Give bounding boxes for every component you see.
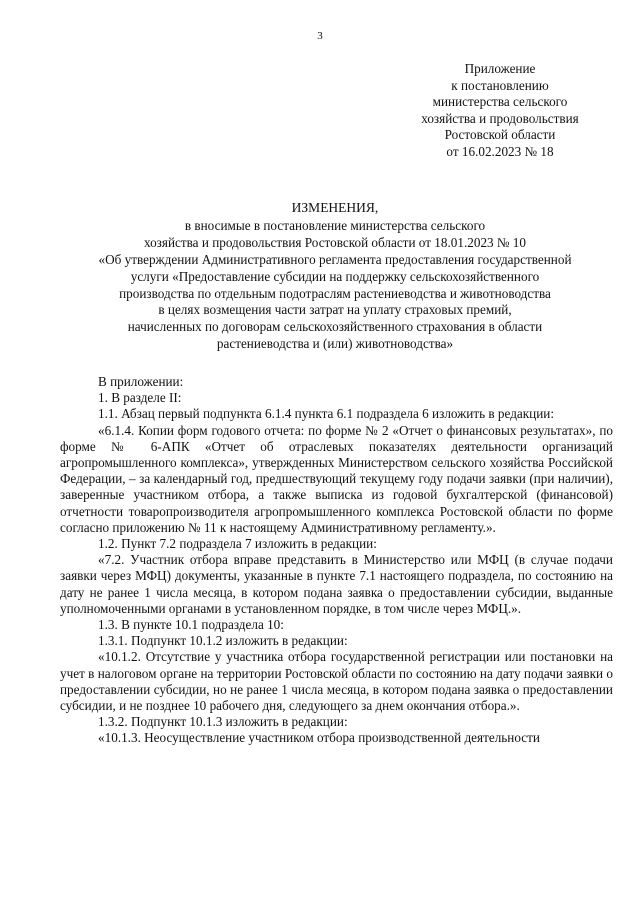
appendix-line: к постановлению — [451, 77, 549, 93]
body-paragraph: «10.1.3. Неосуществление участником отбора производственной деятельности — [98, 730, 540, 746]
appendix-line: от 16.02.2023 № 18 — [446, 143, 554, 159]
title-line: в целях возмещения части затрат на уплату страховых премий, — [158, 302, 512, 318]
body-paragraph: «6.1.4. Копии форм годового отчета: по форме № 2 «Отчет о финансовых результатах», по форме № 6-АПК «Отчет об отраслевых показателях деятельности организаций агропромышленного комплекса», утвержденных Министерством сельского хозяйства Российской Федерации, – за календарный год, предшествующий текущему году подачи заявки (при наличии), заверенные участником отбора, а также выписка из годовой бухгалтерской (финансовой) отчетности товаропроизводителя агропромышленного комплекса Ростовской области по форме согласно приложению № 11 к настоящему Административному регламенту.». — [60, 422, 613, 535]
title-line: растениеводства и (или) животноводства» — [216, 336, 454, 352]
page-number: 3 — [317, 30, 323, 42]
body-paragraph: 1.2. Пункт 7.2 подраздела 7 изложить в редакции: — [98, 536, 377, 552]
title-heading: ИЗМЕНЕНИЯ, — [291, 200, 379, 215]
appendix-block — [400, 61, 600, 161]
title-line: производства по отдельным подотраслям растениеводства и животноводства — [119, 285, 551, 301]
body-paragraph: «10.1.2. Отсутствие у участника отбора государственной регистрации или постановки на учет в налоговом органе на территории Ростовской области по состоянию на дату подачи заявки о предоставлении субсидии, но не ранее 1 числа месяца, в котором подана заявка о предоставлении субсидии, и не позднее 10 рабочего дня, следующего за днем окончания отбора.». — [60, 649, 613, 714]
body-paragraph: 1.3. В пункте 10.1 подраздела 10: — [98, 617, 284, 633]
appendix-line: Приложение — [464, 61, 536, 76]
document-title — [60, 200, 610, 353]
appendix-line: Ростовской области — [444, 127, 556, 143]
title-line: хозяйства и продовольствия Ростовской области от 18.01.2023 № 10 — [144, 234, 526, 250]
body-paragraph: «7.2. Участник отбора вправе представить в Министерство или МФЦ (в случае подачи заявки через МФЦ) документы, указанные в пункте 7.1 настоящего подраздела, по состоянию на дату не ранее 1 числа месяца, в котором подана заявка о предоставлении субсидии, выданные уполномоченными органами в установленном порядке, в том числе через МФЦ.». — [60, 552, 613, 616]
appendix-line: министерства сельского — [432, 94, 568, 110]
title-line: в вносимые в постановление министерства сельского — [184, 217, 486, 233]
title-line: услуги «Предоставление субсидии на поддержку сельскохозяйственного — [130, 268, 540, 284]
body-paragraph: 1.3.2. Подпункт 10.1.3 изложить в редакции: — [98, 714, 348, 730]
document-body — [60, 374, 613, 747]
title-line: «Об утверждении Административного регламента предоставления государственной — [98, 251, 572, 267]
body-paragraph: 1.1. Абзац первый подпункта 6.1.4 пункта 6.1 подраздела 6 изложить в редакции: — [98, 406, 555, 422]
appendix-line: хозяйства и продовольствия — [421, 110, 579, 126]
body-paragraph: В приложении: — [98, 374, 184, 389]
body-paragraph: 1.3.1. Подпункт 10.1.2 изложить в редакции: — [98, 633, 348, 649]
title-line: начисленных по договорам сельскохозяйственного страхования в области — [127, 319, 543, 335]
body-paragraph: 1. В разделе II: — [98, 390, 182, 406]
